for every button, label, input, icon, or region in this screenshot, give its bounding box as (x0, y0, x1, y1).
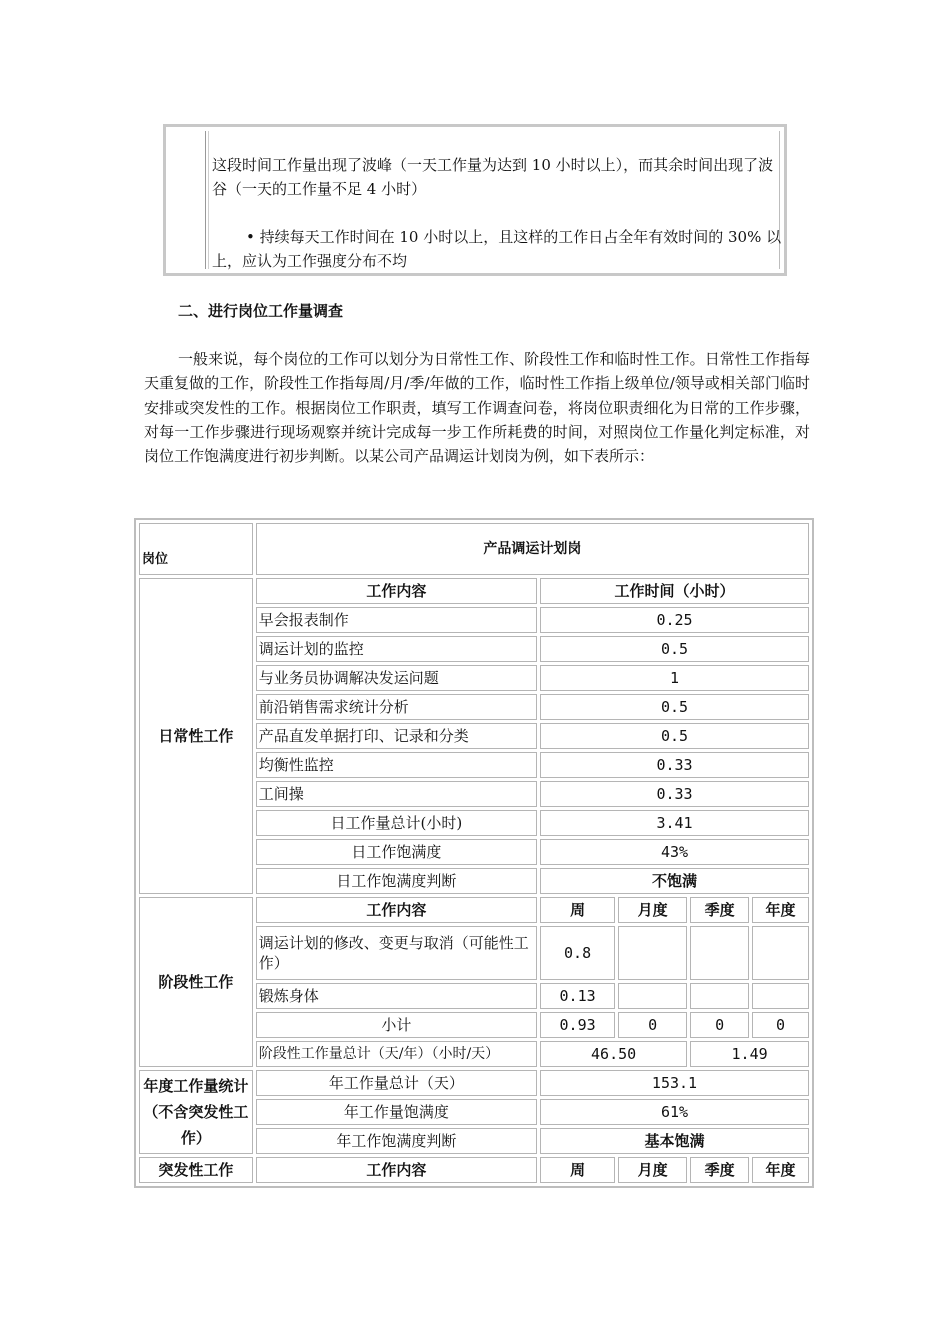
periodic-item-year (752, 983, 809, 1009)
periodic-item-year (752, 926, 809, 980)
annual-saturation-value: 61% (540, 1099, 809, 1125)
daily-item-time: 0.5 (540, 694, 809, 720)
daily-item-content: 产品直发单据打印、记录和分类 (256, 723, 537, 749)
annual-judgement-value: 基本饱满 (540, 1128, 809, 1154)
sudden-header-quarter: 季度 (690, 1157, 749, 1183)
sudden-header-year: 年度 (752, 1157, 809, 1183)
position-value: 产品调运计划岗 (256, 523, 809, 575)
daily-header-row (139, 578, 809, 604)
daily-item-content: 均衡性监控 (256, 752, 537, 778)
daily-item-time: 0.5 (540, 723, 809, 749)
annual-total-row (139, 1070, 809, 1096)
periodic-subtotal-week: 0.93 (540, 1012, 615, 1038)
periodic-item-month (618, 926, 687, 980)
daily-item-content: 前沿销售需求统计分析 (256, 694, 537, 720)
daily-item-time: 0.5 (540, 636, 809, 662)
periodic-total-hours: 1.49 (690, 1041, 809, 1067)
periodic-header-year: 年度 (752, 897, 809, 923)
workload-uneven-text: • 持续每天工作时间在 10 小时以上，且这样的工作日占全年有效时间的 30% 以上，应认为工作强度分布不均 (212, 228, 782, 270)
daily-saturation-label: 日工作饱满度 (256, 839, 537, 865)
daily-item-content: 早会报表制作 (256, 607, 537, 633)
periodic-header-row (139, 897, 809, 923)
intro-paragraph: 一般来说，每个岗位的工作可以划分为日常性工作、阶段性工作和临时性工作。日常性工作指每天重复做的工作，阶段性工作指每周/月/季/年做的工作，临时性工作指上级单位/领导或相关部门临时安排或突发性的工作。根据岗位工作职责，填写工作调查问卷，将岗位职责细化为日常的工作步骤，对每一工作步骤进行现场观察并统计完成每一步工作所耗费的时间，对照岗位工作量化判定标准，对岗位工作饱满度进行初步判断。以某公司产品调运计划岗为例，如下表所示： (144, 350, 810, 466)
periodic-header-month: 月度 (618, 897, 687, 923)
periodic-item-content: 调运计划的修改、变更与取消（可能性工作） (256, 926, 537, 980)
daily-header-time: 工作时间（小时） (540, 578, 809, 604)
position-label: 岗位 (139, 523, 253, 575)
daily-item-time: 0.33 (540, 781, 809, 807)
continued-table-box (163, 124, 787, 276)
periodic-subtotal-year: 0 (752, 1012, 809, 1038)
periodic-item-week: 0.13 (540, 983, 615, 1009)
daily-saturation-value: 43% (540, 839, 809, 865)
daily-work-label: 日常性工作 (139, 578, 253, 894)
periodic-work-label: 阶段性工作 (139, 897, 253, 1067)
periodic-total-label: 阶段性工作量总计（天/年）（小时/天） (256, 1041, 537, 1067)
daily-header-content: 工作内容 (256, 578, 537, 604)
periodic-subtotal-label: 小计 (256, 1012, 537, 1038)
annual-judgement-label: 年工作饱满度判断 (256, 1128, 537, 1154)
workload-table (134, 518, 814, 1188)
periodic-item-week: 0.8 (540, 926, 615, 980)
periodic-item-month (618, 983, 687, 1009)
sudden-header-row (139, 1157, 809, 1183)
position-row (139, 523, 809, 575)
periodic-item-quarter (690, 983, 749, 1009)
annual-saturation-label: 年工作量饱满度 (256, 1099, 537, 1125)
periodic-item-quarter (690, 926, 749, 980)
sudden-work-label: 突发性工作 (139, 1157, 253, 1183)
periodic-header-content: 工作内容 (256, 897, 537, 923)
section-heading: 二、进行岗位工作量调查 (178, 302, 344, 320)
periodic-subtotal-quarter: 0 (690, 1012, 749, 1038)
sudden-header-month: 月度 (618, 1157, 687, 1183)
annual-total-label: 年工作量总计（天） (256, 1070, 537, 1096)
daily-item-time: 0.33 (540, 752, 809, 778)
daily-judgement-value: 不饱满 (540, 868, 809, 894)
daily-item-time: 1 (540, 665, 809, 691)
sudden-header-content: 工作内容 (256, 1157, 537, 1183)
daily-total-label: 日工作量总计(小时) (256, 810, 537, 836)
daily-item-time: 0.25 (540, 607, 809, 633)
workload-peak-text: 这段时间工作量出现了波峰（一天工作量为达到 10 小时以上），而其余时间出现了波谷（一天的工作量不足 4 小时） (212, 156, 774, 198)
daily-item-content: 与业务员协调解决发运问题 (256, 665, 537, 691)
periodic-total-days: 46.50 (540, 1041, 687, 1067)
empty-left-cell (170, 131, 206, 269)
annual-work-label: 年度工作量统计（不含突发性工作） (139, 1070, 253, 1154)
periodic-item-content: 锻炼身体 (256, 983, 537, 1009)
periodic-header-quarter: 季度 (690, 897, 749, 923)
daily-item-content: 调运计划的监控 (256, 636, 537, 662)
daily-total-value: 3.41 (540, 810, 809, 836)
daily-item-content: 工间操 (256, 781, 537, 807)
periodic-header-week: 周 (540, 897, 615, 923)
sudden-header-week: 周 (540, 1157, 615, 1183)
daily-judgement-label: 日工作饱满度判断 (256, 868, 537, 894)
annual-total-value: 153.1 (540, 1070, 809, 1096)
periodic-subtotal-month: 0 (618, 1012, 687, 1038)
